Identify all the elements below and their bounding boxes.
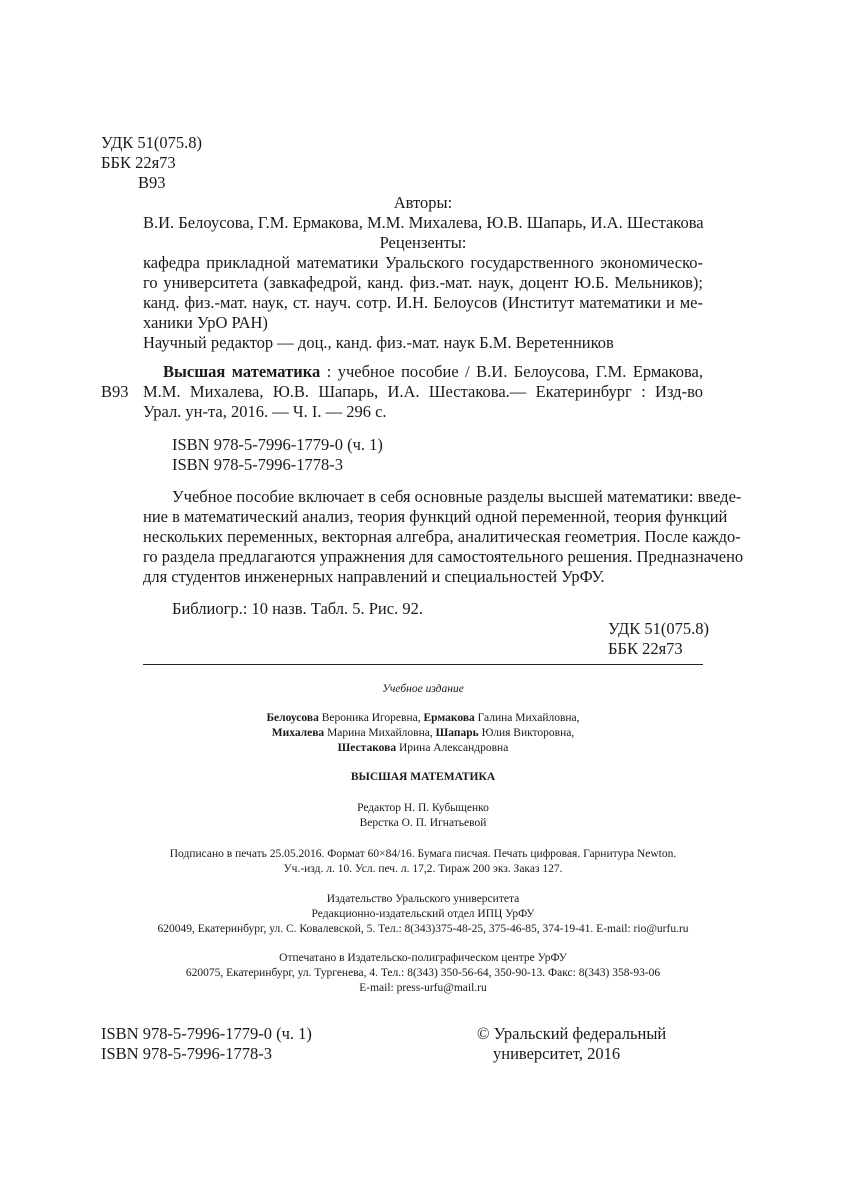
copyright-line-1: © Уральский федеральный xyxy=(477,1024,667,1043)
publisher-department: Редакционно-издательский отдел ИПЦ УрФУ xyxy=(311,908,535,920)
bibliographic-line-1: : учебное пособие / В.И. Белоусова, Г.М. Ермакова, xyxy=(320,362,704,381)
publisher-name: Издательство Уральского университета xyxy=(326,893,520,905)
editor-credit: Редактор Н. П. Кубыщенко xyxy=(357,802,489,814)
author-surname: Шапарь xyxy=(435,727,479,739)
imprint-authors-line-2 xyxy=(143,726,703,741)
print-details-1: Подписано в печать 25.05.2016. Формат 60×84/16. Бумага писчая. Печать цифровая. Гарнитура Newton. xyxy=(169,848,677,860)
author-surname: Белоусова xyxy=(266,712,319,724)
imprint-authors-line-1 xyxy=(143,711,703,726)
reviewer-line: го университета (завкафедрой, канд. физ.-мат. наук, доцент Ю.Б. Мельников); xyxy=(143,273,703,292)
imprint-title: ВЫСШАЯ МАТЕМАТИКА xyxy=(350,771,496,783)
abstract-line: ние в математический анализ, теория функций одной переменной, теория функций xyxy=(143,507,728,526)
edition-type: Учебное издание xyxy=(382,683,464,695)
layout-credit: Верстка О. П. Игнатьевой xyxy=(359,817,487,829)
bbk-code: ББК 22я73 xyxy=(101,153,176,172)
bibliographic-title-line xyxy=(163,362,703,382)
abstract-line: нескольких переменных, векторная алгебра, аналитическая геометрия. После каждо- xyxy=(143,527,741,546)
author-surname: Ермакова xyxy=(423,712,475,724)
imprint-authors-line-3 xyxy=(143,741,703,756)
bibliographic-code: В93 xyxy=(101,382,129,401)
footer-isbn-set: ISBN 978-5-7996-1778-3 xyxy=(101,1044,272,1063)
author-given-name: Вероника Игоревна, xyxy=(318,712,424,724)
author-given-name: Ирина Александровна xyxy=(396,742,509,754)
author-given-name: Юлия Викторовна, xyxy=(478,727,575,739)
scientific-editor: Научный редактор — доц., канд. физ.-мат. наук Б.М. Веретенников xyxy=(143,333,614,352)
isbn-set: ISBN 978-5-7996-1778-3 xyxy=(172,455,343,474)
printer-name: Отпечатано в Издательско-полиграфическом центре УрФУ xyxy=(279,952,567,964)
abstract-line: Учебное пособие включает в себя основные разделы высшей математики: введе- xyxy=(172,487,742,506)
udk-code-right: УДК 51(075.8) xyxy=(608,619,710,638)
authors-label: Авторы: xyxy=(393,193,453,212)
author-given-name: Марина Михайловна, xyxy=(324,727,436,739)
author-surname: Шестакова xyxy=(337,742,397,754)
bibliographic-line-3: Урал. ун-та, 2016. — Ч. I. — 296 с. xyxy=(143,402,387,421)
authors-names: В.И. Белоусова, Г.М. Ермакова, М.М. Михалева, Ю.В. Шапарь, И.А. Шестакова xyxy=(143,213,704,232)
book-title: Высшая математика xyxy=(163,362,321,381)
reviewers-label: Рецензенты: xyxy=(379,233,467,252)
printer-address: 620075, Екатеринбург, ул. Тургенева, 4. Тел.: 8(343) 350-56-64, 350-90-13. Факс: 8(343) 358-93-06 xyxy=(185,967,661,979)
bibliography-count: Библиогр.: 10 назв. Табл. 5. Рис. 92. xyxy=(172,599,423,618)
copyright-line-2: университет, 2016 xyxy=(493,1044,621,1063)
author-mark: В93 xyxy=(138,173,166,192)
publisher-address: 620049, Екатеринбург, ул. С. Ковалевской, 5. Тел.: 8(343)375-48-25, 375-46-85, 374-19-41. E-mail: rio@urfu.ru xyxy=(157,923,689,935)
reviewer-line: канд. физ.-мат. наук, ст. науч. сотр. И.Н. Белоусов (Институт математики и ме- xyxy=(143,293,703,312)
abstract-line: го раздела предлагаются упражнения для самостоятельного решения. Предназначено xyxy=(143,547,744,566)
divider xyxy=(143,664,703,665)
isbn-part1: ISBN 978-5-7996-1779-0 (ч. 1) xyxy=(172,435,383,454)
printer-email: E-mail: press-urfu@mail.ru xyxy=(359,982,487,994)
footer-isbn-part1: ISBN 978-5-7996-1779-0 (ч. 1) xyxy=(101,1024,312,1043)
udk-code: УДК 51(075.8) xyxy=(101,133,203,152)
bibliographic-line-2: М.М. Михалева, Ю.В. Шапарь, И.А. Шестакова.— Екатеринбург : Изд-во xyxy=(143,382,703,401)
bbk-code-right: ББК 22я73 xyxy=(608,639,683,658)
reviewer-line: кафедра прикладной математики Уральского государственного экономическо- xyxy=(143,253,703,272)
author-surname: Михалева xyxy=(271,727,325,739)
author-given-name: Галина Михайловна, xyxy=(474,712,580,724)
reviewer-line: ханики УрО РАН) xyxy=(143,313,268,332)
print-details-2: Уч.-изд. л. 10. Усл. печ. л. 17,2. Тираж 200 экз. Заказ 127. xyxy=(283,863,563,875)
abstract-line: для студентов инженерных направлений и специальностей УрФУ. xyxy=(143,567,605,586)
